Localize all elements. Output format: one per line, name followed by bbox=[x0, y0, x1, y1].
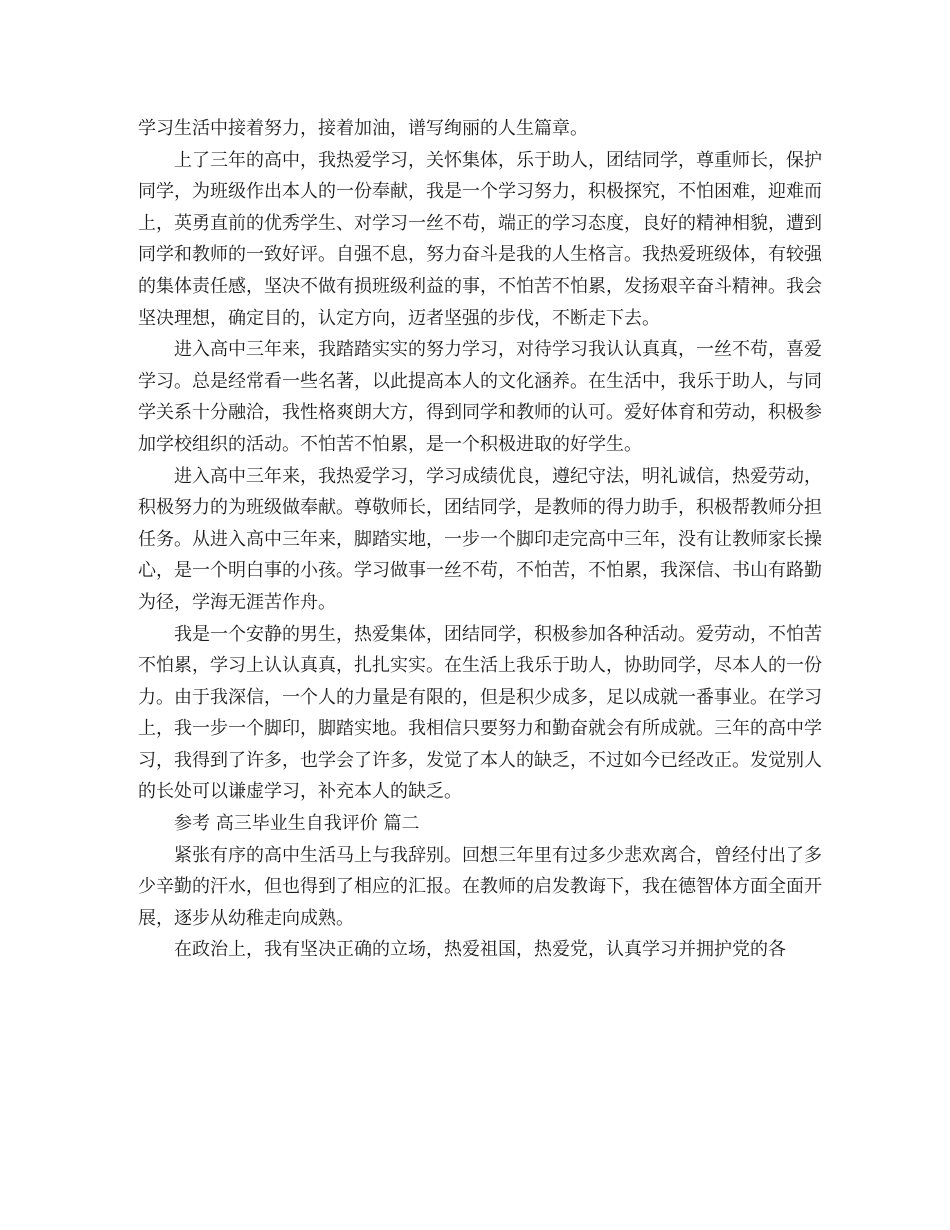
paragraph-5: 我是一个安静的男生，热爱集体，团结同学，积极参加各种活动。爱劳动，不怕苦不怕累，学习上认认真真，扎扎实实。在生活上我乐于助人，协助同学，尽本人的一份力。由于我深信，一个人的力量是有限的，但是积少成多，足以成就一番事业。在学习上，我一步一个脚印，脚踏实地。我相信只要努力和勤奋就会有所成就。三年的高中学习，我得到了许多，也学会了许多，发觉了本人的缺乏，不过如今已经改正。发觉别人的长处可以谦虚学习，补充本人的缺乏。 bbox=[138, 623, 822, 803]
paragraph-1: 学习生活中接着努力，接着加油，谱写绚丽的人生篇章。 bbox=[138, 118, 588, 139]
paragraph-6: 紧张有序的高中生活马上与我辞别。回想三年里有过多少悲欢离合，曾经付出了多少辛勤的汗水，但也得到了相应的汇报。在教师的启发教诲下，我在德智体方面全面开展，逐步从幼稚走向成熟。 bbox=[138, 844, 822, 929]
paragraph-3: 进入高中三年来，我踏踏实实的努力学习，对待学习我认认真真，一丝不苟，喜爱学习。总是经常看一些名著，以此提高本人的文化涵养。在生活中，我乐于助人，与同学关系十分融洽，我性格爽朗大方，得到同学和教师的认可。爱好体育和劳动，积极参加学校组织的活动。不怕苦不怕累，是一个积极进取的好学生。 bbox=[138, 339, 822, 455]
document-body bbox=[138, 113, 822, 966]
paragraph-7: 在政治上，我有坚决正确的立场，热爱祖国，热爱党，认真学习并拥护党的各 bbox=[174, 939, 786, 961]
paragraph-4: 进入高中三年来，我热爱学习，学习成绩优良，遵纪守法，明礼诚信，热爱劳动，积极努力的为班级做奉献。尊敬师长，团结同学，是教师的得力助手，积极帮教师分担任务。从进入高中三年来，脚踏实地，一步一个脚印走完高中三年，没有让教师家长操心，是一个明白事的小孩。学习做事一丝不苟，不怕苦，不怕累，我深信、书山有路勤为径，学海无涯苦作舟。 bbox=[138, 465, 822, 613]
section-heading: 参考 高三毕业生自我评价 篇二 bbox=[174, 813, 420, 835]
paragraph-2: 上了三年的高中，我热爱学习，关怀集体，乐于助人，团结同学，尊重师长，保护同学，为班级作出本人的一份奉献，我是一个学习努力，积极探究，不怕困难，迎难而上，英勇直前的优秀学生、对学习一丝不苟，端正的学习态度，良好的精神相貌，遭到同学和教师的一致好评。自强不息，努力奋斗是我的人生格言。我热爱班级体，有较强的集体责任感，坚决不做有损班级利益的事，不怕苦不怕累，发扬艰辛奋斗精神。我会坚决理想，确定目的，认定方向，迈者坚强的步伐，不断走下去。 bbox=[138, 149, 822, 329]
